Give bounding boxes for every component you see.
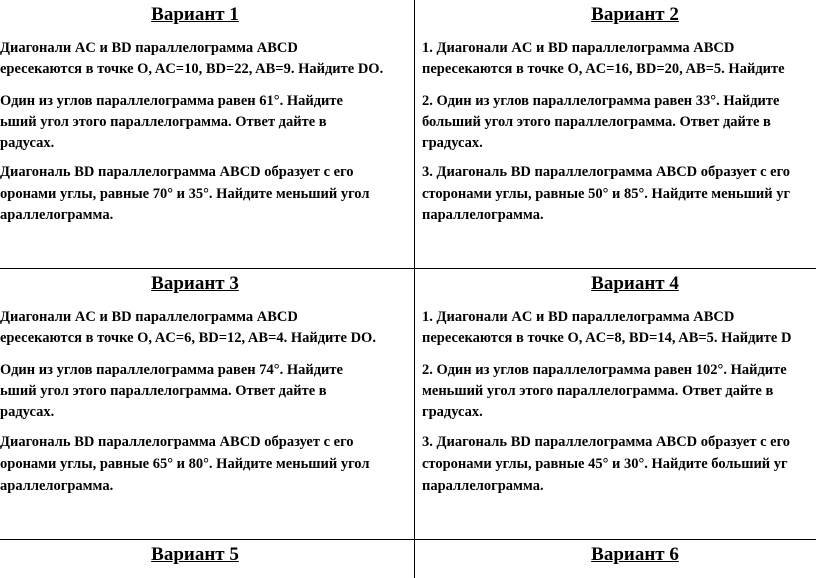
variant-1-task-1-line-1: Диагонали AC и BD параллелограмма ABCD [0, 40, 298, 56]
variant-5-title: Вариант 5 [151, 544, 239, 565]
variant-2-task-3-line-2: сторонами углы, равные 50° и 85°. Найдите меньший уг [422, 186, 791, 202]
variant-1-task-3-line-3: араллелограмма. [0, 207, 114, 223]
variant-3-task-2-line-3: радусах. [0, 404, 55, 420]
variant-4-task-3-line-1: 3. Диагональ BD параллелограмма ABCD образует с его [422, 434, 791, 450]
variant-1-task-2-line-3: радусах. [0, 135, 55, 151]
variant-3-task-1-line-1: Диагонали AC и BD параллелограмма ABCD [0, 309, 298, 325]
variant-1-task-2-line-2: ьший угол этого параллелограмма. Ответ дайте в [0, 114, 327, 130]
variant-3-task-2-line-1: Один из углов параллелограмма равен 74°. Найдите [0, 362, 343, 378]
variant-2-task-2-line-2: больший угол этого параллелограмма. Ответ дайте в [422, 114, 771, 130]
variant-2-task-1-line-1: 1. Диагонали AC и BD параллелограмма ABCD [422, 40, 735, 56]
variant-2-task-3-line-1: 3. Диагональ BD параллелограмма ABCD образует с его [422, 164, 791, 180]
variant-2-title: Вариант 2 [591, 4, 679, 25]
variant-1-task-2-line-1: Один из углов параллелограмма равен 61°. Найдите [0, 93, 343, 109]
variant-4-cell [415, 269, 816, 539]
variant-4-task-1-line-1: 1. Диагонали AC и BD параллелограмма ABCD [422, 309, 735, 325]
variant-4-task-3-line-2: сторонами углы, равные 45° и 30°. Найдите больший уг [422, 456, 788, 472]
variant-4-task-1-line-2: пересекаются в точке O, AC=8, BD=14, AB=5. Найдите D [422, 330, 792, 346]
variant-3-task-3-line-2: оронами углы, равные 65° и 80°. Найдите меньший угол [0, 456, 370, 472]
variant-3-cell [0, 269, 414, 539]
variant-1-task-3-line-2: оронами углы, равные 70° и 35°. Найдите меньший угол [0, 186, 370, 202]
variant-1-cell [0, 0, 414, 268]
variant-2-cell [415, 0, 816, 268]
variant-2-task-2-line-3: градусах. [422, 135, 483, 151]
variant-4-task-2-line-1: 2. Один из углов параллелограмма равен 102°. Найдите [422, 362, 787, 378]
variant-6-title: Вариант 6 [591, 544, 679, 565]
variant-2-task-2-line-1: 2. Один из углов параллелограмма равен 33°. Найдите [422, 93, 780, 109]
variant-4-task-2-line-3: градусах. [422, 404, 483, 420]
variant-1-task-3-line-1: Диагональ BD параллелограмма ABCD образует с его [0, 164, 354, 180]
variant-1-task-1-line-2: ересекаются в точке O, AC=10, BD=22, AB=9. Найдите DO. [0, 61, 384, 77]
variant-4-task-2-line-2: меньший угол этого параллелограмма. Ответ дайте в [422, 383, 774, 399]
variant-3-task-3-line-1: Диагональ BD параллелограмма ABCD образует с его [0, 434, 354, 450]
variant-2-task-1-line-2: пересекаются в точке O, AC=16, BD=20, AB=5. Найдите [422, 61, 785, 77]
variant-4-title: Вариант 4 [591, 273, 679, 294]
variant-3-task-3-line-3: араллелограмма. [0, 478, 114, 494]
variant-1-title: Вариант 1 [151, 4, 239, 25]
variant-6-cell [415, 540, 816, 578]
variant-3-task-1-line-2: ересекаются в точке O, AC=6, BD=12, AB=4. Найдите DO. [0, 330, 376, 346]
variant-2-task-3-line-3: параллелограмма. [422, 207, 544, 223]
variant-5-cell [0, 540, 414, 578]
variant-4-task-3-line-3: параллелограмма. [422, 478, 544, 494]
variant-3-task-2-line-2: ьший угол этого параллелограмма. Ответ дайте в [0, 383, 327, 399]
variant-3-title: Вариант 3 [151, 273, 239, 294]
